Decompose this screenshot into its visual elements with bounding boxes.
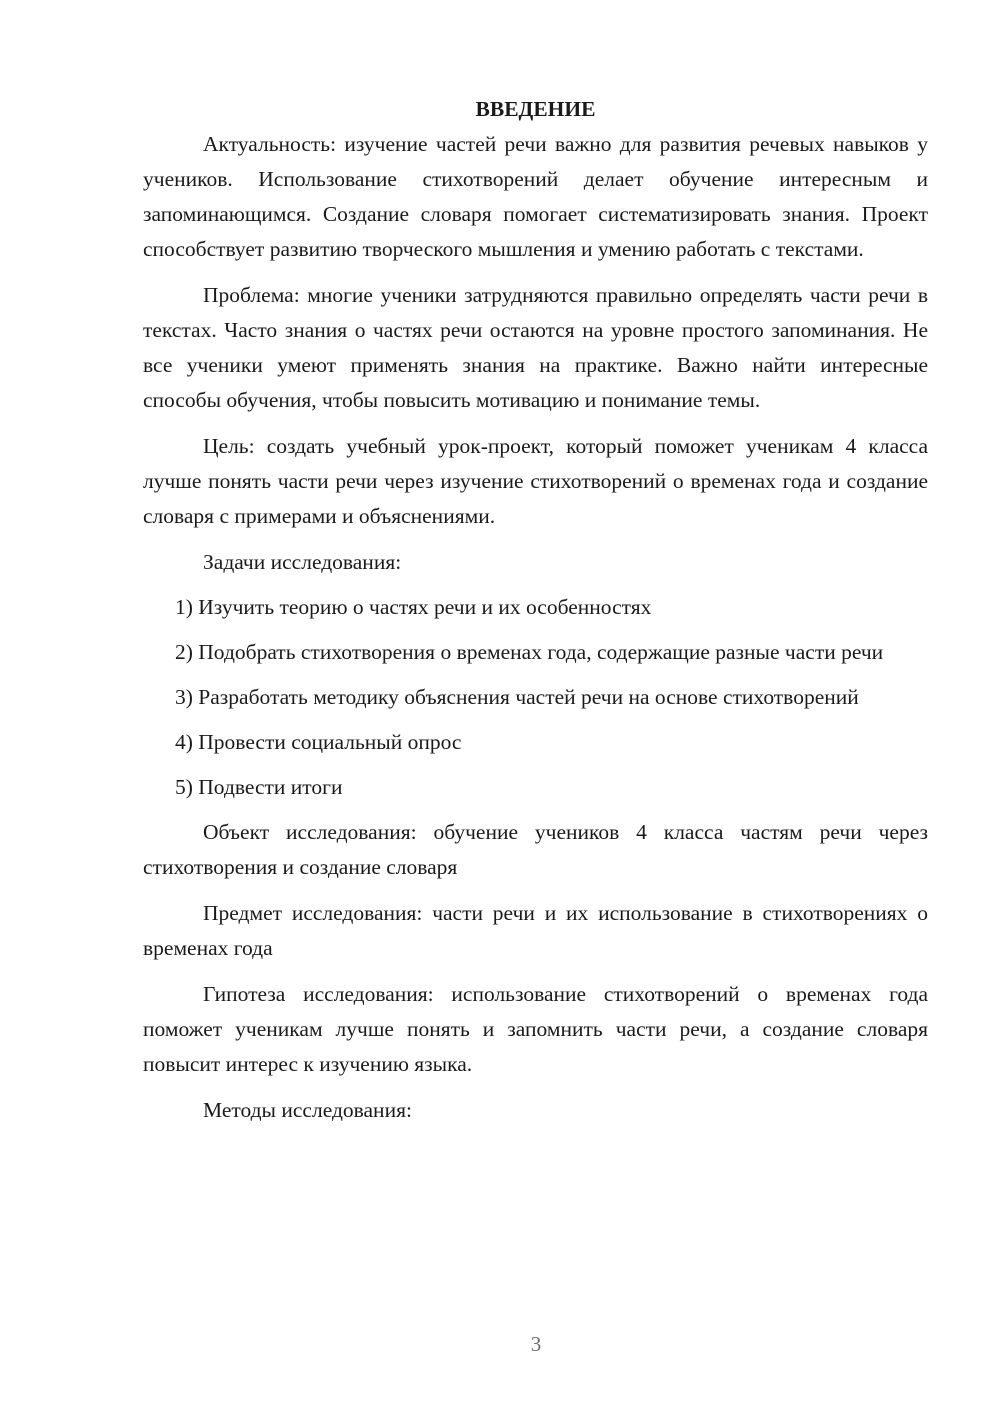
hypothesis-paragraph: Гипотеза исследования: использование стихотворений о временах года поможет ученикам лучше понять и запомнить части речи, а создание словаря повысит интерес к изучению языка. [143,982,928,1076]
section-heading: ВВЕДЕНИЕ [475,97,596,121]
task-item-1: 1) Изучить теорию о частях речи и их особенностях [175,595,652,619]
goal-paragraph: Цель: создать учебный урок-проект, который поможет ученикам 4 класса лучше понять части речи через изучение стихотворений о временах года и создание словаря с примерами и объяснениями. [143,434,928,528]
task-item-4: 4) Провести социальный опрос [175,730,462,754]
task-item-2: 2) Подобрать стихотворения о временах года, содержащие разные части речи [175,640,884,664]
relevance-paragraph: Актуальность: изучение частей речи важно для развития речевых навыков у учеников. Использование стихотворений делает обучение интересным и запоминающимся. Создание словаря помогает систематизировать знания. Проект способствует развитию творческого мышления и умению работать с текстами. [143,132,928,261]
methods-title: Методы исследования: [203,1098,412,1122]
task-item-3: 3) Разработать методику объяснения частей речи на основе стихотворений [175,685,859,709]
object-paragraph: Объект исследования: обучение учеников 4 класса частям речи через стихотворения и создание словаря [143,820,928,879]
page-number: 3 [530,1332,542,1356]
task-item-5: 5) Подвести итоги [175,775,343,799]
problem-paragraph: Проблема: многие ученики затрудняются правильно определять части речи в текстах. Часто знания о частях речи остаются на уровне простого запоминания. Не все ученики умеют применять знания на практике. Важно найти интересные способы обучения, чтобы повысить мотивацию и понимание темы. [143,283,928,412]
tasks-title: Задачи исследования: [203,550,402,574]
document-page [143,92,928,1138]
subject-paragraph: Предмет исследования: части речи и их использование в стихотворениях о временах года [143,901,928,960]
